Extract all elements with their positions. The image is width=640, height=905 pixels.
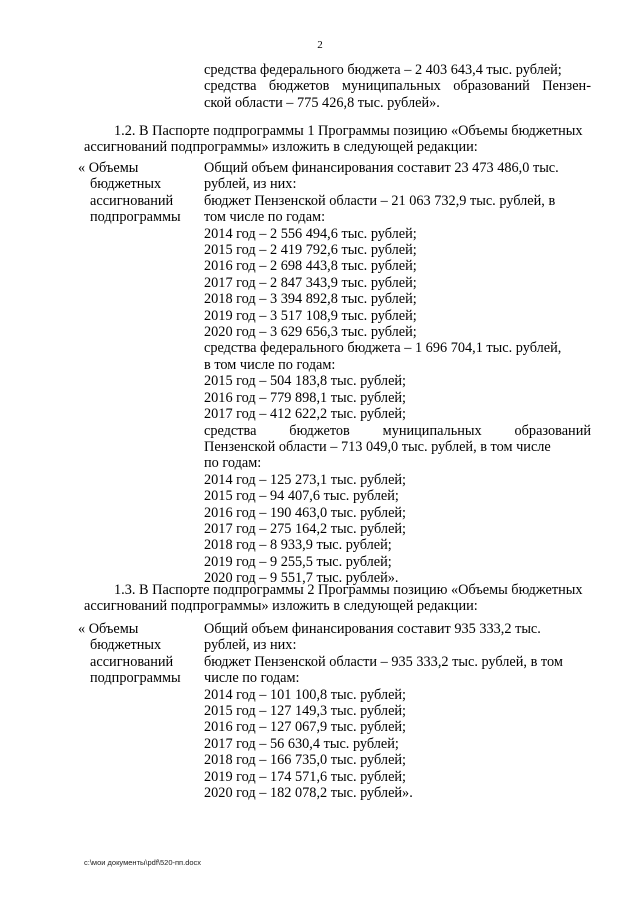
word: образований: [453, 78, 530, 95]
content-line: 2017 год – 412 622,2 тыс. рублей;: [204, 406, 407, 423]
content-line: 2015 год – 504 183,8 тыс. рублей;: [204, 373, 407, 390]
content-line: 2016 год – 2 698 443,8 тыс. рублей;: [204, 258, 417, 275]
content-line: 2019 год – 174 571,6 тыс. рублей;: [204, 768, 407, 785]
content-line: рублей, из них:: [204, 176, 297, 193]
paragraph-line: 1.2. В Паспорте подпрограммы 1 Программы позицию «Объемы бюджетных: [114, 123, 583, 139]
section-1-2-content: [204, 160, 591, 587]
content-line: 2015 год – 127 149,3 тыс. рублей;: [204, 703, 407, 720]
word: средства: [204, 422, 257, 439]
text-line: средства федерального бюджета – 2 403 643,4 тыс. рублей;: [204, 62, 562, 78]
content-line: 2017 год – 56 630,4 тыс. рублей;: [204, 735, 399, 752]
content-line: числе по годам:: [204, 670, 300, 687]
content-line: 2018 год – 3 394 892,8 тыс. рублей;: [204, 291, 417, 308]
label-line: « Объемы: [78, 621, 139, 637]
content-line: 2014 год – 101 100,8 тыс. рублей;: [204, 686, 407, 703]
content-line: бюджет Пензенской области – 21 063 732,9 тыс. рублей, в: [204, 192, 556, 209]
content-line: 2018 год – 166 735,0 тыс. рублей;: [204, 752, 407, 769]
label-line: ассигнований: [90, 192, 174, 209]
label-line: бюджетных: [90, 176, 162, 193]
content-line: средства федерального бюджета – 1 696 704,1 тыс. рублей,: [204, 340, 562, 357]
content-line: 2014 год – 125 273,1 тыс. рублей;: [204, 471, 407, 488]
content-line: рублей, из них:: [204, 637, 297, 654]
text-line-justified: [204, 78, 591, 94]
content-line: Общий объем финансирования составит 23 473 486,0 тыс.: [204, 160, 559, 176]
word: муниципальных: [341, 78, 441, 95]
section-1-2-paragraph: [84, 123, 594, 156]
content-line: 2015 год – 2 419 792,6 тыс. рублей;: [204, 242, 417, 259]
justified-line: [204, 423, 591, 439]
content-line-justified: [204, 423, 591, 439]
top-block: [204, 62, 591, 111]
content-line: 2016 год – 779 898,1 тыс. рублей;: [204, 389, 407, 406]
word: Пензен-: [542, 78, 591, 95]
word: муниципальных: [382, 422, 482, 439]
content-line: 2019 год – 3 517 108,9 тыс. рублей;: [204, 307, 417, 324]
content-line: 2020 год – 182 078,2 тыс. рублей».: [204, 785, 413, 802]
page-number: 2: [317, 39, 323, 51]
label-line: бюджетных: [90, 637, 162, 654]
content-line: по годам:: [204, 455, 262, 472]
paragraph-line: ассигнований подпрограммы» изложить в следующей редакции:: [84, 139, 478, 156]
content-line: Пензенской области – 713 049,0 тыс. рублей, в том числе: [204, 438, 551, 455]
content-line: том числе по годам:: [204, 209, 326, 226]
content-line: 2018 год – 8 933,9 тыс. рублей;: [204, 537, 392, 554]
content-line: 2016 год – 127 067,9 тыс. рублей;: [204, 719, 407, 736]
label-line: подпрограммы: [90, 209, 181, 226]
justified-line: [204, 78, 591, 94]
word: средства: [204, 78, 257, 95]
content-line: 2020 год – 9 551,7 тыс. рублей».: [204, 570, 399, 587]
footer-file-path: c:\мои документы\pdf\520-пп.docx: [84, 858, 202, 867]
text-line: ской области – 775 426,8 тыс. рублей».: [204, 94, 440, 111]
content-line: 2019 год – 9 255,5 тыс. рублей;: [204, 553, 392, 570]
word: бюджетов: [268, 78, 330, 95]
content-line: 2014 год – 2 556 494,6 тыс. рублей;: [204, 225, 417, 242]
label-line: « Объемы: [78, 160, 139, 176]
section-1-3-paragraph: [84, 582, 594, 615]
content-line: бюджет Пензенской области – 935 333,2 тыс. рублей, в том: [204, 653, 563, 670]
content-line: в том числе по годам:: [204, 356, 336, 373]
section-1-3-content: [204, 621, 591, 801]
word: бюджетов: [289, 422, 350, 439]
content-line: 2016 год – 190 463,0 тыс. рублей;: [204, 504, 407, 521]
word: образований: [514, 422, 591, 439]
label-line: ассигнований: [90, 653, 174, 670]
content-line: 2017 год – 275 164,2 тыс. рублей;: [204, 520, 407, 537]
label-line: подпрограммы: [90, 670, 181, 687]
content-line: 2015 год – 94 407,6 тыс. рублей;: [204, 488, 399, 505]
paragraph-line: ассигнований подпрограммы» изложить в следующей редакции:: [84, 598, 478, 615]
section-1-2-label: [78, 160, 181, 226]
paragraph-line: 1.3. В Паспорте подпрограммы 2 Программы позицию «Объемы бюджетных: [114, 582, 583, 598]
content-line: 2017 год – 2 847 343,9 тыс. рублей;: [204, 274, 417, 291]
section-1-3-label: [78, 621, 181, 687]
content-line: Общий объем финансирования составит 935 333,2 тыс.: [204, 621, 541, 637]
content-line: 2020 год – 3 629 656,3 тыс. рублей;: [204, 324, 417, 341]
